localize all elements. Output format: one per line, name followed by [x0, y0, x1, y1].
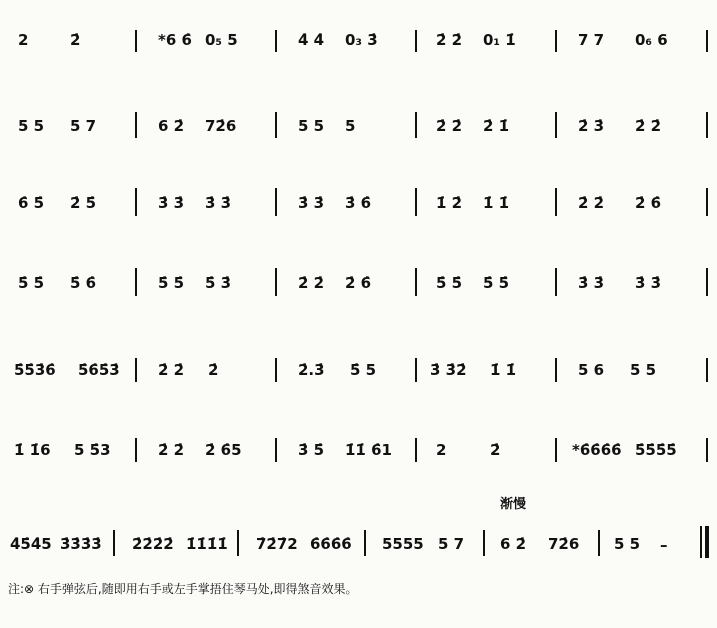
note-group: 3̇ 6̇	[345, 194, 372, 212]
final-barline-thick	[705, 526, 709, 558]
tempo-marking: 渐慢	[500, 497, 527, 512]
note-group: 2̇ 5̇	[70, 194, 97, 212]
barline	[706, 112, 708, 138]
note-group: 7 7	[578, 31, 605, 49]
note-group: 3̇ 3̇	[205, 194, 232, 212]
note-group: 5̇ 5̇	[158, 274, 185, 292]
note-group: 0₆ 6	[635, 31, 668, 49]
barline	[555, 358, 557, 382]
note-group: 2̇ 6̇5	[205, 441, 242, 459]
barline	[555, 112, 557, 138]
note-group: 2̇ 2̇	[578, 194, 605, 212]
note-group: 5555	[382, 535, 424, 553]
note-group: 1̇ 1̇	[483, 194, 510, 212]
barline	[555, 30, 557, 52]
note-group: 3̇ 3̇	[578, 274, 605, 292]
note-group: 2̇ 2̇	[298, 274, 325, 292]
barline	[275, 438, 277, 462]
note-group: 2̇ 2̇	[436, 117, 463, 135]
barline	[415, 268, 417, 296]
note-group: 1̇1̇1̇1̇	[186, 535, 228, 553]
note-group: 5̇ 5̇	[483, 274, 510, 292]
barline	[555, 438, 557, 462]
note-group: 3̇ 3̇	[158, 194, 185, 212]
barline	[135, 30, 137, 52]
barline	[706, 188, 708, 216]
note-group: 2	[436, 441, 447, 459]
note-group: 2̇ 2̇	[635, 117, 662, 135]
barline	[275, 358, 277, 382]
note-group: 5 5	[18, 117, 45, 135]
note-group: 3̇ 3̇	[298, 194, 325, 212]
barline	[706, 30, 708, 52]
barline	[706, 438, 708, 462]
note-group: 72̇6	[205, 117, 237, 135]
barline	[706, 268, 708, 296]
note-group: 2̇2̇2̇2̇	[132, 535, 174, 553]
note-group: 3̇ 3̇2̇	[430, 361, 467, 379]
note-group: 5 5	[298, 117, 325, 135]
note-group: 0₃ 3̇	[345, 31, 378, 49]
note-group: 2̇ 2̇	[158, 441, 185, 459]
barline	[275, 112, 277, 138]
barline	[275, 188, 277, 216]
note-group: 0₁ 1̇	[483, 31, 516, 49]
barline	[275, 268, 277, 296]
final-barline-thin	[700, 526, 702, 558]
note-group: 5 7	[438, 535, 465, 553]
note-group: 2̇	[490, 441, 501, 459]
note-group: 4̇ 4̇	[298, 31, 325, 49]
barline	[415, 30, 417, 52]
note-group: 1̇1̇ 6̇1	[345, 441, 392, 459]
note-group: 2̇ 2̇	[436, 31, 463, 49]
note-group: 2̇ 2̇	[158, 361, 185, 379]
barline	[415, 358, 417, 382]
note-group: 5̇ 6̇	[70, 274, 97, 292]
note-group: 0₅ 5	[205, 31, 238, 49]
note-group: 1̇ 1̇6	[14, 441, 51, 459]
note-group: 2̇ 6̇	[345, 274, 372, 292]
note-group: 5̇6̇5̇3̇	[78, 361, 120, 379]
note-group: 6 2̇	[500, 535, 527, 553]
barline	[135, 188, 137, 216]
note-group: 1̇ 2̇	[436, 194, 463, 212]
barline	[364, 530, 366, 556]
note-group: 3̇3̇3̇3̇	[60, 535, 102, 553]
note-group: 4̇5̇4̇5	[10, 535, 52, 553]
note-group: 6̇ 5̇	[18, 194, 45, 212]
note-group: *6 6̇	[158, 31, 192, 49]
barline	[598, 530, 600, 556]
note-group: 5̇5̇5̇5̇	[635, 441, 677, 459]
note-group: 2̇ 6̇	[635, 194, 662, 212]
sustain-dash: –	[660, 536, 668, 554]
barline	[415, 112, 417, 138]
barline	[415, 188, 417, 216]
note-group: 5̇ 5̇	[18, 274, 45, 292]
note-group: 5 5	[614, 535, 641, 553]
note-group: 5 6	[578, 361, 605, 379]
note-group: 2	[18, 31, 29, 49]
note-group: 2̇	[70, 31, 81, 49]
note-group: 6̇6̇6̇6̇	[310, 535, 352, 553]
note-group: 6 2̇	[158, 117, 185, 135]
note-group: 3̇ 3̇	[635, 274, 662, 292]
barline	[706, 358, 708, 382]
barline	[135, 358, 137, 382]
barline	[237, 530, 239, 556]
note-group: 2̇	[208, 361, 219, 379]
note-group: 2̇ 1̇	[483, 117, 510, 135]
barline	[415, 438, 417, 462]
note-group: 5̇ 5	[350, 361, 377, 379]
barline	[555, 188, 557, 216]
note-group: 5̇ 3̇	[205, 274, 232, 292]
barline	[135, 438, 137, 462]
note-group: *6̇6̇6̇6̇	[572, 441, 622, 459]
note-group: 5̇ 5̇	[436, 274, 463, 292]
barline	[275, 30, 277, 52]
footnote: 注:⊗ 右手弹弦后,随即用右手或左手掌捂住琴马处,即得煞音效果。	[8, 582, 358, 596]
note-group: 3̇ 5̇	[298, 441, 325, 459]
note-group: 2̇.3̇	[298, 361, 325, 379]
barline	[135, 268, 137, 296]
note-group: 2̇ 3̇	[578, 117, 605, 135]
note-group: 5 5̇3	[74, 441, 111, 459]
note-group: 5 5	[630, 361, 657, 379]
barline	[113, 530, 115, 556]
barline	[483, 530, 485, 556]
barline	[555, 268, 557, 296]
note-group: 7̇2̇7̇2	[256, 535, 298, 553]
note-group: 1̇ 1̇	[490, 361, 517, 379]
note-group: 5 7	[70, 117, 97, 135]
barline	[135, 112, 137, 138]
note-group: 5	[345, 117, 356, 135]
note-group: 72̇6	[548, 535, 580, 553]
note-group: 5̇5̇3̇6̇	[14, 361, 56, 379]
